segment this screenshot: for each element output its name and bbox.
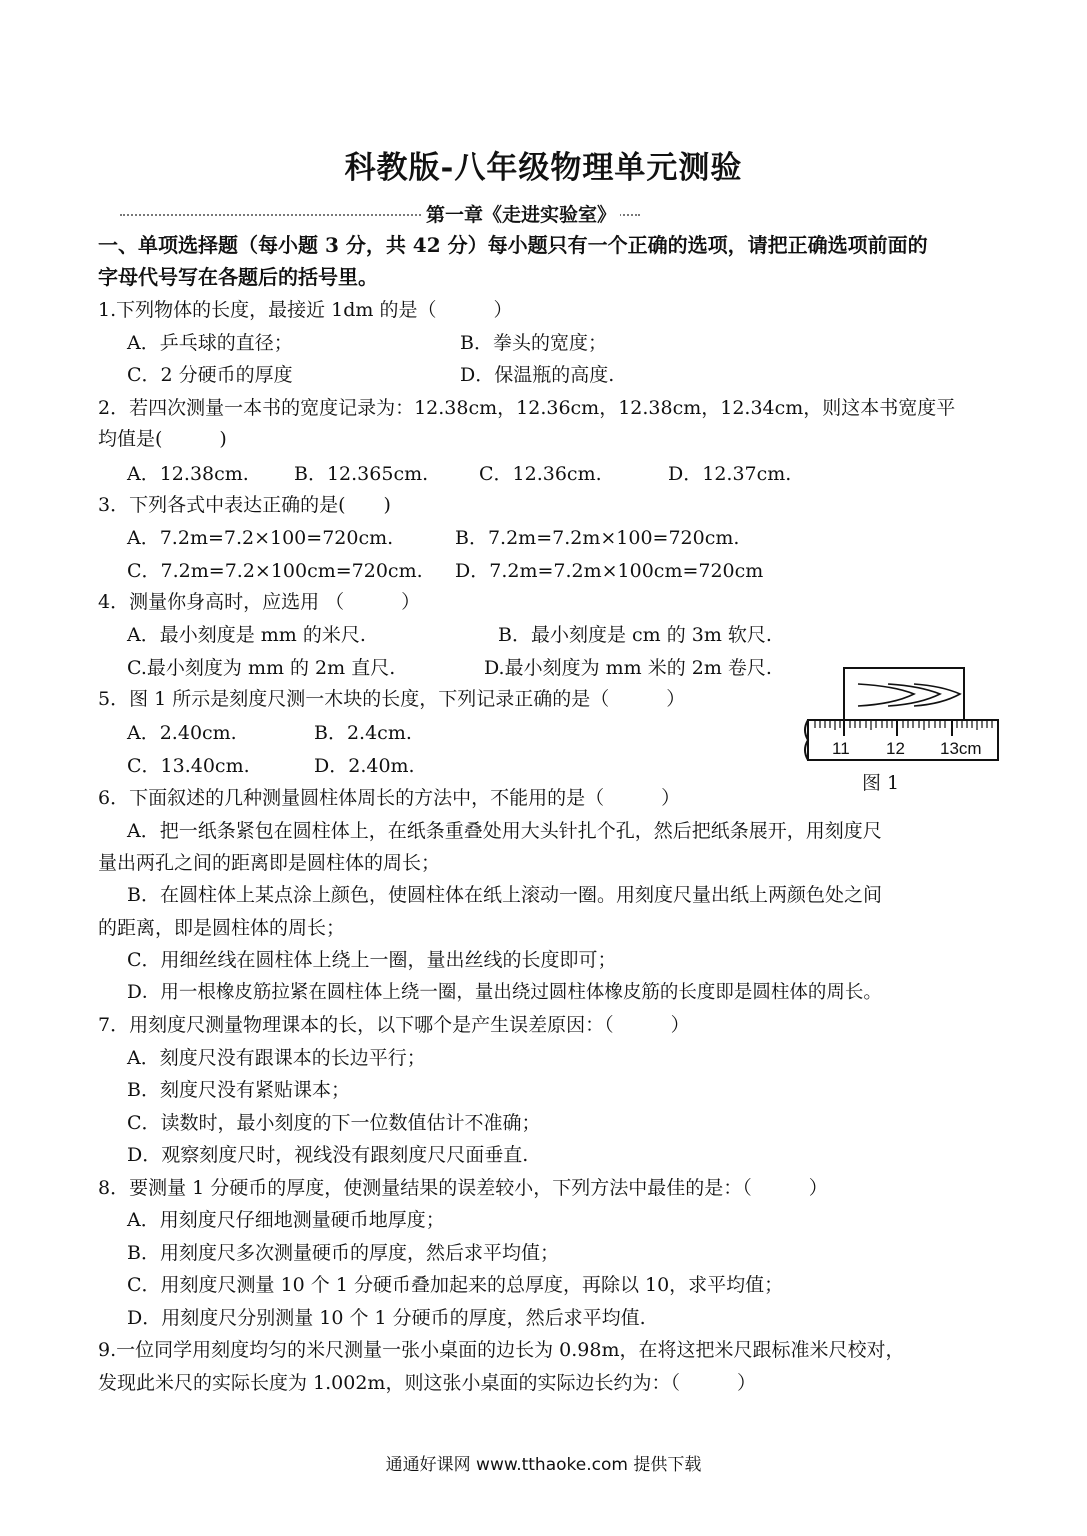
q3-option-d: D．7.2m=7.2m×100cm=720cm [455, 560, 764, 582]
q5-stem: 5．图 1 所示是刻度尺测一木块的长度，下列记录正确的是（ ） [98, 688, 686, 710]
q7-option-d: D．观察刻度尺时，视线没有跟刻度尺尺面垂直. [127, 1144, 529, 1166]
footer-credit: 通通好课网 www.tthaoke.com 提供下载 [385, 1455, 702, 1475]
q2-option-a: A．12.38cm. [127, 463, 249, 485]
wood-block [844, 668, 964, 720]
q1-stem: 1.下列物体的长度，最接近 1dm 的是（ ） [98, 299, 513, 321]
q2-stem-line1: 2．若四次测量一本书的宽度记录为：12.38cm，12.36cm，12.38cm，12.34cm，则这本书宽度平 [98, 397, 956, 419]
q8-option-a: A．用刻度尺仔细地测量硬币地厚度； [127, 1209, 445, 1231]
section-heading-line2: 字母代号写在各题后的括号里。 [98, 265, 378, 289]
q6-option-a-line2: 量出两孔之间的距离即是圆柱体的周长； [98, 852, 441, 874]
q7-option-b: B．刻度尺没有紧贴课本； [127, 1079, 350, 1101]
q9-stem-line2: 发现此米尺的实际长度为 1.002m，则这张小桌面的实际边长约为：（ ） [98, 1372, 756, 1394]
q4-option-a: A．最小刻度是 mm 的米尺. [127, 624, 366, 646]
q2-option-d: D．12.37cm. [668, 463, 792, 485]
q3-option-a: A．7.2m=7.2×100=720cm. [127, 527, 394, 549]
q4-stem: 4．测量你身高时，应选用 （ ） [98, 591, 421, 613]
ruler-label-13cm: 13cm [940, 739, 982, 758]
q7-option-c: C．读数时，最小刻度的下一位数值估计不准确； [127, 1112, 541, 1134]
chapter-row [120, 200, 680, 226]
q6-option-d: D．用一根橡皮筋拉紧在圆柱体上绕一圈，量出绕过圆柱体橡皮筋的长度即是圆柱体的周长。 [127, 982, 882, 1003]
q5-option-c: C．13.40cm. [127, 755, 250, 777]
q4-option-b: B．最小刻度是 cm 的 3m 软尺. [498, 624, 772, 646]
ruler-label-11: 11 [832, 739, 850, 758]
q8-stem: 8．要测量 1 分硬币的厚度，使测量结果的误差较小，下列方法中最佳的是：（ ） [98, 1177, 828, 1199]
q8-option-c: C．用刻度尺测量 10 个 1 分硬币叠加起来的总厚度，再除以 10，求平均值； [127, 1274, 784, 1296]
q9-stem-line1: 9.一位同学用刻度均匀的米尺测量一张小桌面的边长为 0.98m，在将这把米尺跟标准米尺校对， [98, 1339, 905, 1361]
q5-option-b: B．2.4cm. [314, 722, 412, 744]
ruler-figure [802, 666, 1002, 796]
q5-option-d: D．2.40m. [314, 755, 415, 777]
figure-caption: 图 1 [862, 772, 900, 794]
q1-option-b: B．拳头的宽度； [460, 332, 607, 354]
q7-stem: 7．用刻度尺测量物理课本的长，以下哪个是产生误差原因：（ ） [98, 1014, 690, 1036]
q6-option-c: C．用细丝线在圆柱体上绕上一圈，量出丝线的长度即可； [127, 949, 617, 971]
q3-option-b: B．7.2m=7.2m×100=720cm. [455, 527, 740, 549]
ruler-label-12: 12 [886, 739, 905, 758]
q6-option-b-line2: 的距离，即是圆柱体的周长； [98, 917, 346, 939]
q3-stem: 3．下列各式中表达正确的是( ) [98, 494, 391, 516]
q2-stem-line2: 均值是( ) [98, 428, 227, 450]
q8-option-d: D．用刻度尺分别测量 10 个 1 分硬币的厚度，然后求平均值. [127, 1307, 646, 1329]
q3-option-c: C．7.2m=7.2×100cm=720cm. [127, 560, 423, 582]
q1-option-a: A．乒乓球的直径； [127, 332, 293, 354]
q5-option-a: A．2.40cm. [127, 722, 237, 744]
q7-option-a: A．刻度尺没有跟课本的长边平行； [127, 1047, 426, 1069]
q1-option-d: D．保温瓶的高度. [460, 364, 615, 386]
q8-option-b: B．用刻度尺多次测量硬币的厚度，然后求平均值； [127, 1242, 559, 1264]
chapter-subtitle: 第一章《走进实验室》 [422, 200, 620, 227]
section-heading-line1: 一、单项选择题（每小题 3 分，共 42 分）每小题只有一个正确的选项，请把正确选项前面的 [98, 233, 928, 257]
page-title: 科教版-八年级物理单元测验 [344, 150, 743, 186]
q6-option-b-line1: B．在圆柱体上某点涂上颜色，使圆柱体在纸上滚动一圈。用刻度尺量出纸上两颜色处之间 [127, 884, 882, 906]
q6-option-a-line1: A．把一纸条紧包在圆柱体上，在纸条重叠处用大头针扎个孔，然后把纸条展开，用刻度尺 [127, 820, 882, 842]
q2-option-b: B．12.365cm. [294, 463, 429, 485]
q4-option-d: D.最小刻度为 mm 米的 2m 卷尺. [484, 657, 772, 679]
q4-option-c: C.最小刻度为 mm 的 2m 直尺. [127, 657, 396, 679]
q2-option-c: C．12.36cm. [479, 463, 602, 485]
q1-option-c: C．2 分硬币的厚度 [127, 364, 293, 386]
q6-stem: 6．下面叙述的几种测量圆柱体周长的方法中，不能用的是（ ） [98, 787, 681, 809]
